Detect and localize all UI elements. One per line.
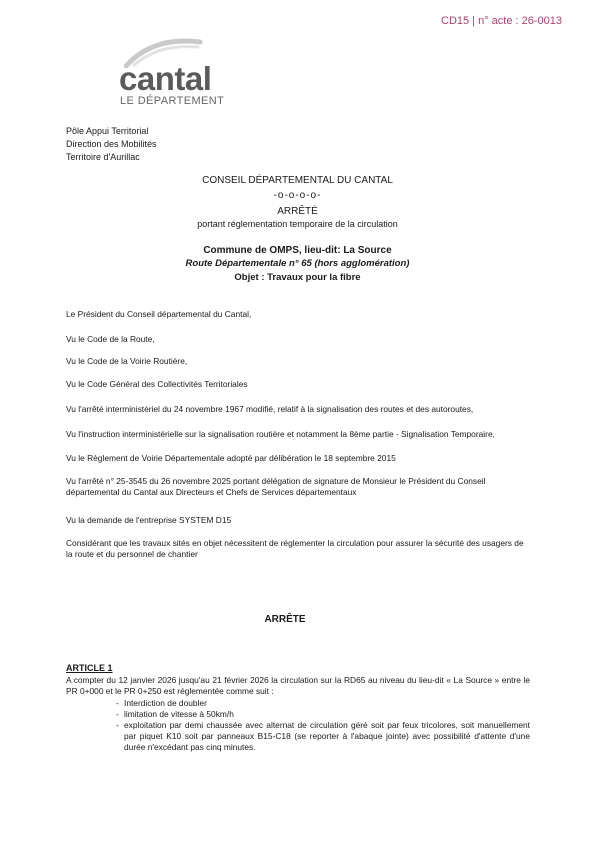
body-paragraph: Le Président du Conseil départemental du Cantal, [66,309,252,319]
body-paragraph: Vu le Code de la Route, [66,334,155,344]
commune-line: Commune de OMPS, lieu-dit: La Source [203,245,392,256]
act-number-stamp: CD15 | n° acte : 26-0013 [441,15,562,27]
body-paragraph: Vu l'arrêté n° 25-3545 du 26 novembre 2025 portant délégation de signature de Monsieur le Président du Conseil départemental du Cantal aux Directeurs et Chefs de Services départementaux [66,476,486,497]
body-paragraph: Vu le Code Général des Collectivités Territoriales [66,379,248,389]
arrete-heading: ARRÊTÉ [277,206,318,217]
route-line: Route Départementale n° 65 (hors agglomération) [185,258,410,269]
objet-line: Objet : Travaux pour la fibre [234,272,361,283]
logo-word: cantal [119,60,212,97]
body-paragraph: Vu la demande de l'entreprise SYSTEM D15 [66,515,232,525]
article-1-text: A compter du 12 janvier 2026 jusqu'au 21 février 2026 la circulation sur la RD65 au niveau du lieu-dit « La Source » entre le PR 0+000 et le PR 0+250 est réglementée comme suit : [66,675,530,696]
article-1-list [116,698,530,753]
article-1-title: ARTICLE 1 [66,663,113,673]
list-item: - exploitation par demi chaussée avec alternat de circulation géré soit par feux tricolores, soit manuellement par piquet K10 soit par panneaux B15-C18 (se reporter à l'abaque jointe) avec possibilité d'attente d'une durée n'excédant pas cinq minutes. [116,720,530,753]
service-line: Direction des Mobilités [66,139,157,149]
body-paragraph: Considérant que les travaux sités en objet nécessitent de réglementer la circulation pour assurer la sécurité des usagers de la route et du personnel de chantier [66,538,524,559]
service-line: Pôle Appui Territorial [66,126,149,136]
body-paragraph: Vu le Règlement de Voirie Départementale adopté par délibération le 18 septembre 2015 [66,453,396,463]
body-paragraph: Vu l'arrêté interministériel du 24 novembre 1967 modifié, relatif à la signalisation des routes et des autoroutes, [66,404,474,414]
arrete-section-title: ARRÊTE [264,614,306,625]
service-block [66,125,157,164]
arrete-subtitle: portant réglementation temporaire de la circulation [197,219,398,229]
logo-subtitle: LE DÉPARTEMENT [120,95,225,107]
list-item: - limitation de vitesse à 50km/h [116,709,530,720]
separator-dots: -o-o-o-o- [273,190,322,201]
service-line: Territoire d'Aurillac [66,152,140,162]
council-heading: CONSEIL DÉPARTEMENTAL DU CANTAL [202,175,393,186]
list-item: - Interdiction de doubler [116,698,530,709]
body-paragraph: Vu l'instruction interministérielle sur la signalisation routière et notamment la 8ème partie - Signalisation Temporaire, [66,429,495,439]
cantal-logo [104,38,234,110]
body-paragraph: Vu le Code de la Voirie Routière, [66,356,188,366]
